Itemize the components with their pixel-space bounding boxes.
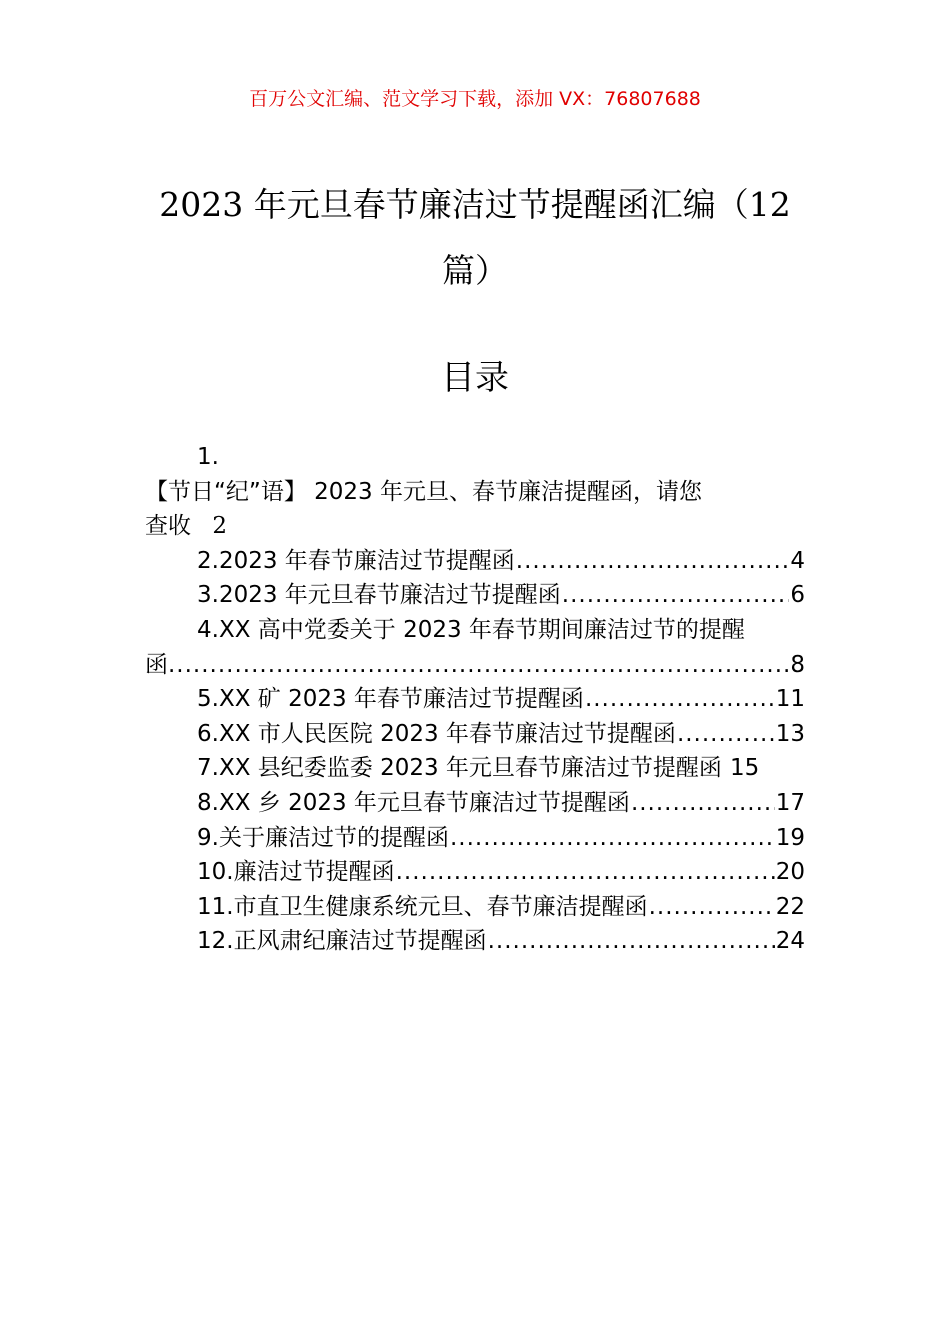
header-banner: 百万公文汇编、范文学习下载，添加 VX：76807688 [249,88,701,110]
toc-entry-title: 10.廉洁过节提醒函 [197,859,395,886]
toc-entry-page: 22 [775,893,805,920]
toc-entry-5[interactable] [145,682,805,717]
toc-entry-3[interactable] [145,578,805,613]
toc-entry-11[interactable] [145,890,805,925]
toc-entry-title: 3.2023 年元旦春节廉洁过节提醒函 [197,582,561,609]
toc-entry-page: 19 [775,824,805,851]
toc-entry-12[interactable] [145,924,805,959]
toc-leader [488,924,775,959]
toc-entry-number: 1. [197,444,219,470]
toc-entry-page: 11 [775,686,805,713]
table-of-contents [145,440,805,959]
toc-leader [168,648,790,683]
toc-leader [649,890,775,925]
toc-leader [585,682,775,717]
toc-entry-title: 9.关于廉洁过节的提醒函 [197,824,449,851]
toc-entry-title: 8.XX 乡 2023 年元旦春节廉洁过节提醒函 [197,789,630,816]
toc-entry-title: 7.XX 县纪委监委 2023 年元旦春节廉洁过节提醒函 [197,755,722,782]
toc-entry-2[interactable] [145,544,805,579]
toc-entry-7[interactable] [145,751,805,786]
toc-entry-title: 11.市直卫生健康系统元旦、春节廉洁提醒函 [197,893,648,920]
toc-leader [450,821,775,856]
toc-entry-1[interactable] [145,440,805,544]
toc-entry-title-line1: 4.XX 高中党委关于 2023 年春节期间廉洁过节的提醒 [197,616,745,643]
toc-entry-8[interactable] [145,786,805,821]
toc-entry-title-line2: 函 [145,651,168,678]
toc-entry-page: 2 [212,513,227,540]
toc-entry-page: 6 [790,582,805,609]
toc-entry-10[interactable] [145,855,805,890]
toc-entry-title: 2.2023 年春节廉洁过节提醒函 [197,547,515,574]
toc-leader [631,786,775,821]
toc-heading: 目录 [441,358,509,398]
toc-entry-title: 6.XX 市人民医院 2023 年春节廉洁过节提醒函 [197,720,676,747]
toc-entry-page: 8 [790,651,805,678]
toc-entry-title: 5.XX 矿 2023 年春节廉洁过节提醒函 [197,686,584,713]
toc-entry-4[interactable] [145,613,805,682]
toc-entry-title-line2: 查收 [145,513,191,540]
toc-entry-title: 12.正风肃纪廉洁过节提醒函 [197,928,487,955]
toc-leader [677,717,775,752]
toc-entry-page: 15 [729,755,760,782]
toc-leader [562,578,790,613]
toc-entry-9[interactable] [145,821,805,856]
toc-entry-title-line1: 【节日“纪”语】 2023 年元旦、春节廉洁提醒函，请您 [145,478,702,505]
toc-entry-page: 20 [775,859,805,886]
toc-entry-6[interactable] [145,717,805,752]
toc-leader [516,544,790,579]
toc-entry-page: 4 [790,547,805,574]
toc-entry-page: 24 [775,928,805,955]
document-title: 2023 年元旦春节廉洁过节提醒函汇编（12 篇） [159,185,791,290]
toc-leader [396,855,775,890]
toc-entry-page: 13 [775,720,805,747]
toc-entry-page: 17 [775,789,805,816]
